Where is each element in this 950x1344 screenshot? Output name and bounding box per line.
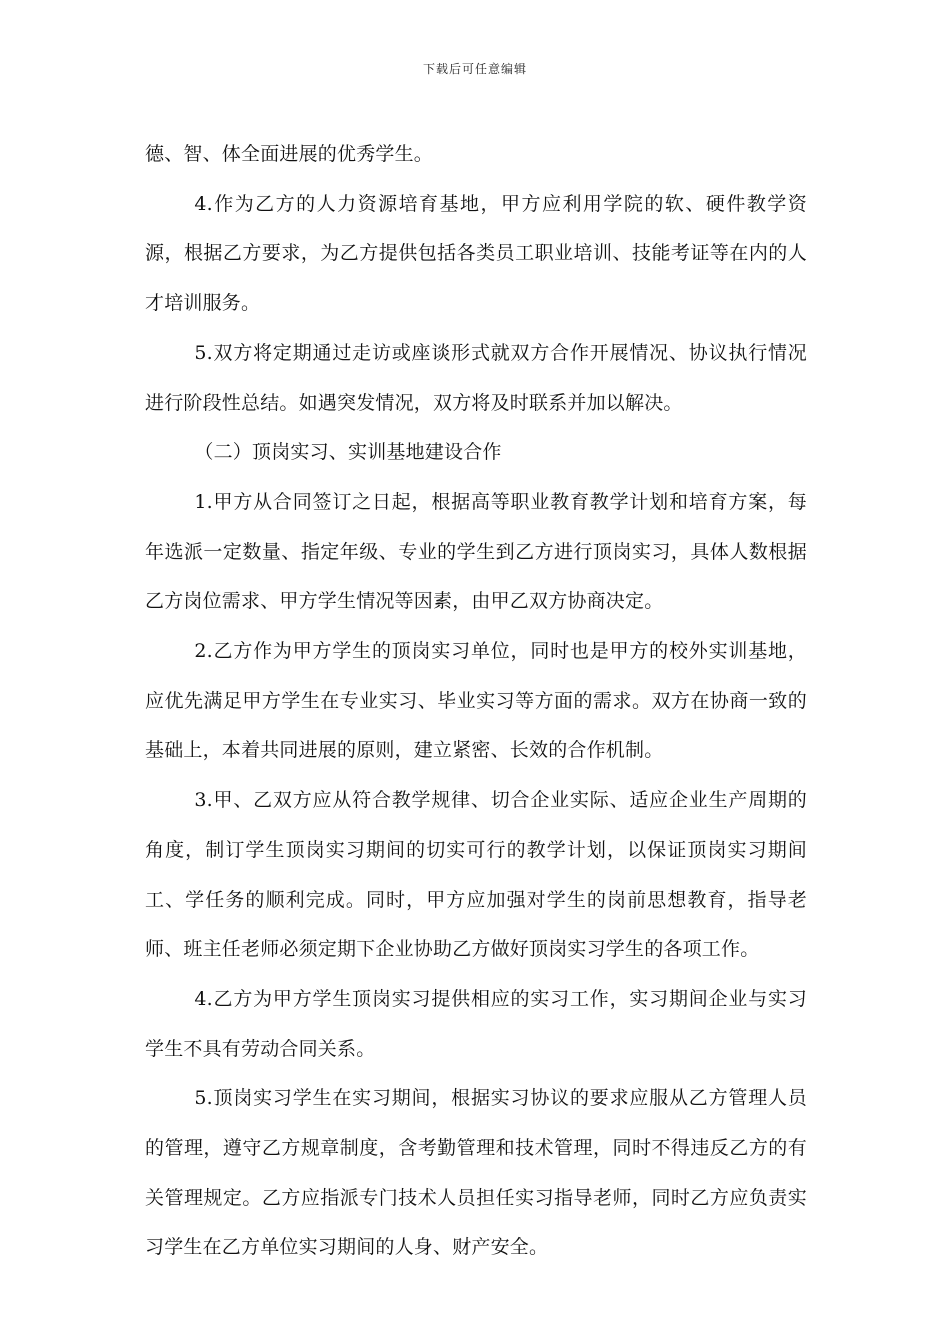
paragraph-item-2: 2.乙方作为甲方学生的顶岗实习单位，同时也是甲方的校外实训基地，应优先满足甲方学生在专业实习、毕业实习等方面的需求。双方在协商一致的基础上，本着共同进展的原则，建立紧密、长效的合作机制。 — [145, 640, 807, 762]
paragraph-item-1: 1.甲方从合同签订之日起，根据高等职业教育教学计划和培育方案，每年选派一定数量、指定年级、专业的学生到乙方进行顶岗实习，具体人数根据乙方岗位需求、甲方学生情况等因素，由甲乙双方协商决定。 — [145, 490, 807, 613]
section-heading: （二）顶岗实习、实训基地建设合作 — [194, 441, 502, 464]
paragraph-item-4b: 4.乙方为甲方学生顶岗实习提供相应的实习工作，实习期间企业与实习学生不具有劳动合同关系。 — [145, 987, 807, 1060]
paragraph-item-5: 5.双方将定期通过走访或座谈形式就双方合作开展情况、协议执行情况进行阶段性总结。如遇突发情况，双方将及时联系并加以解决。 — [145, 341, 807, 414]
paragraph-continuation: 德、智、体全面进展的优秀学生。 — [145, 143, 434, 165]
paragraph-item-3: 3.甲、乙双方应从符合教学规律、切合企业实际、适应企业生产周期的角度，制订学生顶岗实习期间的切实可行的教学计划，以保证顶岗实习期间工、学任务的顺利完成。同时，甲方应加强对学生的岗前思想教育，指导老师、班主任老师必须定期下企业协助乙方做好顶岗实习学生的各项工作。 — [145, 789, 807, 961]
page-header: 下载后可任意编辑 — [422, 62, 527, 76]
paragraph-item-5b: 5.顶岗实习学生在实习期间，根据实习协议的要求应服从乙方管理人员的管理，遵守乙方规章制度，含考勤管理和技术管理，同时不得违反乙方的有关管理规定。乙方应指派专门技术人员担任实习指导老师，同时乙方应负责实习学生在乙方单位实习期间的人身、财产安全。 — [145, 1087, 807, 1259]
document-body — [145, 130, 807, 1273]
paragraph-item-4: 4.作为乙方的人力资源培育基地，甲方应利用学院的软、硬件教学资源，根据乙方要求，为乙方提供包括各类员工职业培训、技能考证等在内的人才培训服务。 — [145, 192, 807, 315]
